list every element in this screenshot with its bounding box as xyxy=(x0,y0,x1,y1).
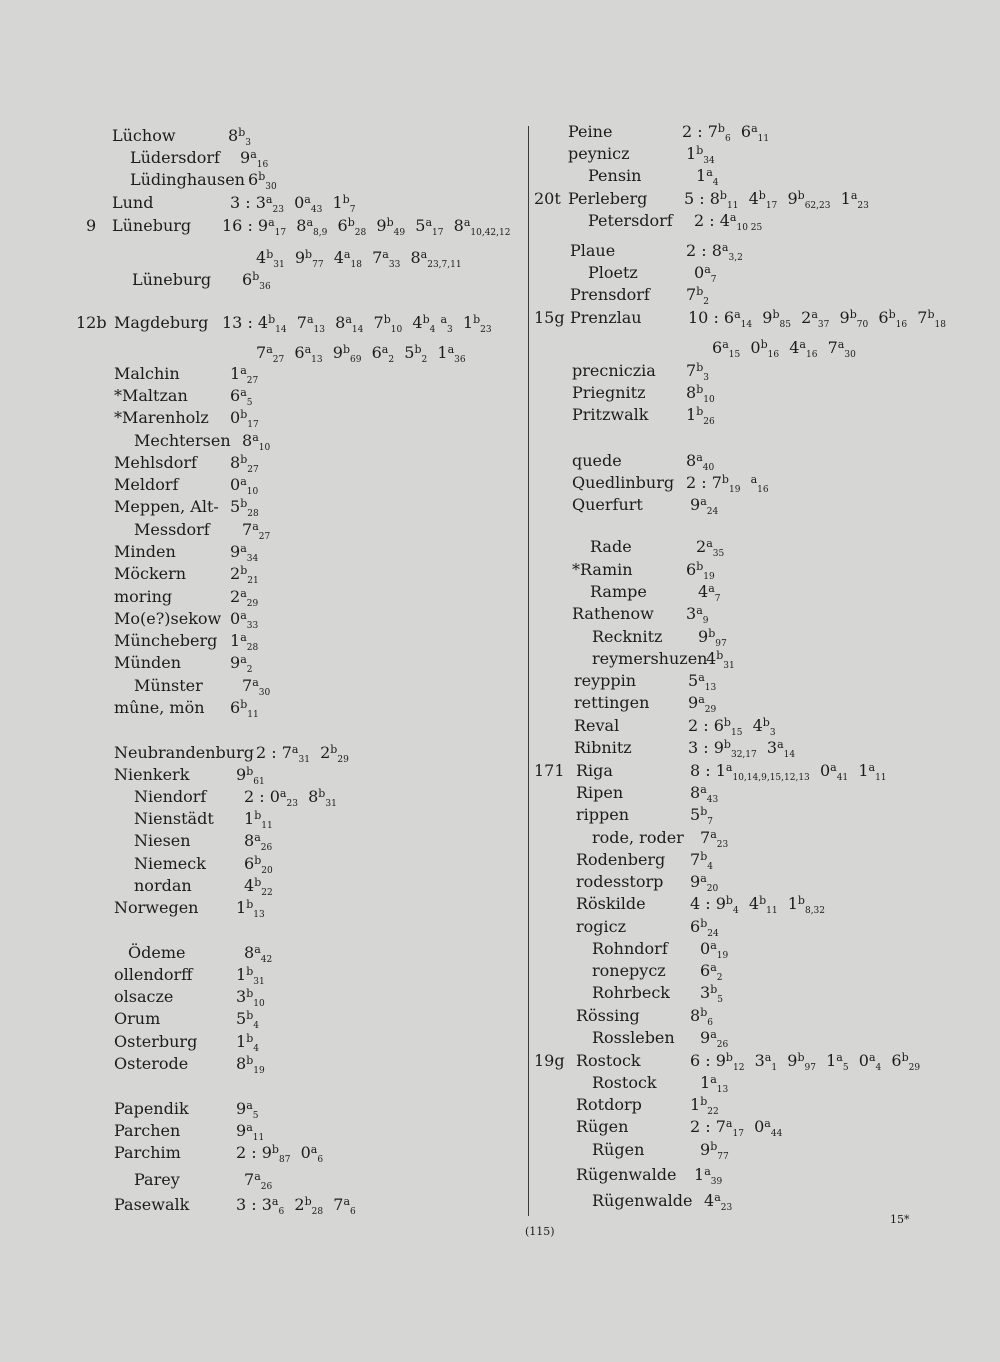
place-name: *Ramin xyxy=(572,560,633,579)
entry-references: $9^a_{26}$ xyxy=(700,1028,729,1050)
place-name: Osterode xyxy=(114,1054,189,1073)
place-name: Münster xyxy=(134,676,203,695)
entry-references: 3 : $9^b_{32,17}$ $3^a_{14}$ xyxy=(688,738,796,760)
entry-references: $7^b_3$ xyxy=(686,361,709,383)
entry-references: $6^a_{15}$ $0^b_{16}$ $4^a_{16}$ $7^a_{30}$ xyxy=(712,338,856,360)
place-name: rippen xyxy=(576,805,630,824)
entry-references: $2^a_{35}$ xyxy=(696,537,725,559)
entry-references: $8^b_3$ xyxy=(228,126,251,148)
entry-references: $4^a_{23}$ xyxy=(704,1191,733,1213)
entry-references: $6^b_{11}$ xyxy=(230,698,259,720)
place-name: Rathenow xyxy=(572,604,654,623)
entry-references: $1^a_{28}$ xyxy=(230,631,259,653)
place-name: Riga xyxy=(576,761,613,780)
place-name: Neubrandenburg xyxy=(114,743,254,762)
entry-number: 20t xyxy=(534,189,561,208)
entry-references: $1^b_{11}$ xyxy=(244,809,273,831)
place-name: mûne, mön xyxy=(114,698,205,717)
entry-references: $9^a_{20}$ xyxy=(690,872,719,894)
place-name: Rostock xyxy=(576,1051,641,1070)
entry-references: $9^a_{16}$ xyxy=(240,148,269,170)
entry-number: 15g xyxy=(534,308,565,327)
place-name: *Maltzan xyxy=(114,386,188,405)
place-name: Rossleben xyxy=(592,1028,675,1047)
entry-references: $1^b_{31}$ xyxy=(236,965,265,987)
entry-references: $7^a_{27}$ xyxy=(242,520,271,542)
entry-references: $1^a_{39}$ xyxy=(694,1165,723,1187)
entry-references: $3^b_{10}$ xyxy=(236,987,265,1009)
place-name: olsacze xyxy=(114,987,174,1006)
place-name: Messdorf xyxy=(134,520,210,539)
place-name: Quedlinburg xyxy=(572,473,675,492)
place-name: Ödeme xyxy=(128,943,186,962)
place-name: ollendorff xyxy=(114,965,193,984)
place-name: Niesen xyxy=(134,831,191,850)
entry-references: $9^a_{24}$ xyxy=(690,495,719,517)
entry-references: $0^a_{33}$ xyxy=(230,609,259,631)
entry-references: 16 : $9^a_{17}$ $8^a_{8,9}$ $6^b_{28}$ $9^b_{49}$ $5^a_{17}$ $8^a_{10,42,12}$ xyxy=(222,216,511,238)
sheet-signature: 15* xyxy=(890,1213,910,1226)
entry-references: $8^a_{10}$ xyxy=(242,431,271,453)
place-name: Ripen xyxy=(576,783,624,802)
place-name: Recknitz xyxy=(592,627,663,646)
place-name: Rohndorf xyxy=(592,939,668,958)
place-name: Nienkerk xyxy=(114,765,190,784)
place-name: Orum xyxy=(114,1009,161,1028)
entry-references: $8^b_{19}$ xyxy=(236,1054,265,1076)
place-name: Möckern xyxy=(114,564,187,583)
entry-references: $0^a_{10}$ xyxy=(230,475,259,497)
entry-references: $8^a_{40}$ xyxy=(686,451,715,473)
entry-references: $5^a_{13}$ xyxy=(688,671,717,693)
place-name: Rodenberg xyxy=(576,850,666,869)
entry-references: $1^b_4$ xyxy=(236,1032,259,1054)
entry-references: $3^b_5$ xyxy=(700,983,723,1005)
place-name: Lüchow xyxy=(112,126,176,145)
entry-references: 2 : $7^a_{17}$ $0^a_{44}$ xyxy=(690,1117,783,1139)
entry-references: $8^b_{10}$ xyxy=(686,383,715,405)
entry-references: $1^a_{27}$ xyxy=(230,364,259,386)
entry-references: $9^b_{97}$ xyxy=(698,627,727,649)
entry-references: $5^b_4$ xyxy=(236,1009,259,1031)
place-name: Mehlsdorf xyxy=(114,453,197,472)
place-name: Pensin xyxy=(588,166,642,185)
entry-references: $9^a_2$ xyxy=(230,653,253,675)
entry-references: $0^a_{19}$ xyxy=(700,939,729,961)
entry-references: $0^a_7$ xyxy=(694,263,717,285)
place-name: Meldorf xyxy=(114,475,179,494)
place-name: peynicz xyxy=(568,144,630,163)
entry-references: $2^a_{29}$ xyxy=(230,587,259,609)
place-name: Querfurt xyxy=(572,495,643,514)
place-name: Pasewalk xyxy=(114,1195,190,1214)
entry-references: $9^a_{29}$ xyxy=(688,693,717,715)
place-name: rode, roder xyxy=(592,828,684,847)
entry-references: $1^b_{34}$ xyxy=(686,144,715,166)
entry-references: 2 : $4^a_{10 25}$ xyxy=(694,211,763,233)
place-name: Perleberg xyxy=(568,189,648,208)
entry-references: $4^b_{22}$ xyxy=(244,876,273,898)
entry-references: $1^b_{22}$ xyxy=(690,1095,719,1117)
entry-references: $1^b_{26}$ xyxy=(686,405,715,427)
place-name: Rotdorp xyxy=(576,1095,642,1114)
place-name: Meppen, Alt- xyxy=(114,497,219,516)
place-name: Parey xyxy=(134,1170,180,1189)
place-name: Müncheberg xyxy=(114,631,218,650)
place-name: Rössing xyxy=(576,1006,640,1025)
place-name: Parchim xyxy=(114,1143,181,1162)
place-name: Parchen xyxy=(114,1121,181,1140)
entry-references: $9^a_5$ xyxy=(236,1099,259,1121)
place-name: Nienstädt xyxy=(134,809,214,828)
entry-references: $2^b_{21}$ xyxy=(230,564,259,586)
place-name: Ribnitz xyxy=(574,738,632,757)
entry-references: $7^a_{23}$ xyxy=(700,828,729,850)
entry-references: 3 : $3^a_{23}$ $0^a_{43}$ $1^b_7$ xyxy=(230,193,356,215)
place-name: Rampe xyxy=(590,582,647,601)
place-name: Niemeck xyxy=(134,854,206,873)
place-name: nordan xyxy=(134,876,192,895)
place-name: Priegnitz xyxy=(572,383,646,402)
place-name: Lüdersdorf xyxy=(130,148,220,167)
entry-references: 2 : $9^b_{87}$ $0^a_6$ xyxy=(236,1143,324,1165)
page-number: (115) xyxy=(525,1225,555,1238)
place-name: Rügenwalde xyxy=(592,1191,693,1210)
place-name: Peine xyxy=(568,122,613,141)
place-name: Rohrbeck xyxy=(592,983,670,1002)
entry-references: $6^a_2$ xyxy=(700,961,723,983)
place-name: reymershuzen xyxy=(592,649,708,668)
place-name: Rostock xyxy=(592,1073,657,1092)
place-name: Norwegen xyxy=(114,898,199,917)
place-name: ronepycz xyxy=(592,961,666,980)
entry-references: 4 : $9^b_4$ $4^b_{11}$ $1^b_{8,32}$ xyxy=(690,894,826,916)
entry-number: 9 xyxy=(86,216,97,235)
place-name: Osterburg xyxy=(114,1032,198,1051)
place-name: Magdeburg xyxy=(114,313,209,332)
place-name: rodesstorp xyxy=(576,872,664,891)
column-divider xyxy=(528,126,529,1216)
entry-number: 19g xyxy=(534,1051,565,1070)
entry-references: $3^a_9$ xyxy=(686,604,709,626)
entry-references: $7^a_{27}$ $6^a_{13}$ $9^b_{69}$ $6^a_2$ $5^b_2$ $1^a_{36}$ xyxy=(256,343,466,365)
entry-references: $9^a_{11}$ xyxy=(236,1121,265,1143)
entry-references: 2 : $7^b_6$ $6^a_{11}$ xyxy=(682,122,770,144)
place-name: Niendorf xyxy=(134,787,207,806)
place-name: quede xyxy=(572,451,622,470)
place-name: Lüneburg xyxy=(112,216,192,235)
place-name: Mo(e?)sekow xyxy=(114,609,222,628)
entry-references: $6^b_{20}$ xyxy=(244,854,273,876)
entry-references: $6^a_5$ xyxy=(230,386,253,408)
place-name: precniczia xyxy=(572,361,656,380)
place-name: Reval xyxy=(574,716,620,735)
place-name: Lüneburg xyxy=(132,270,212,289)
entry-references: 2 : $6^b_{15}$ $4^b_3$ xyxy=(688,716,776,738)
entry-references: $1^a_{13}$ xyxy=(700,1073,729,1095)
place-name: Röskilde xyxy=(576,894,646,913)
place-name: Mechtersen xyxy=(134,431,231,450)
entry-number: 12b xyxy=(76,313,107,332)
place-name: Rügen xyxy=(576,1117,629,1136)
entry-references: $9^b_{77}$ xyxy=(700,1140,729,1162)
entry-references: $6^b_{24}$ xyxy=(690,917,719,939)
entry-references: $1^a_4$ xyxy=(696,166,719,188)
entry-references: $9^a_{34}$ xyxy=(230,542,259,564)
entry-references: $8^a_{26}$ xyxy=(244,831,273,853)
place-name: Rade xyxy=(590,537,632,556)
entry-references: $4^b_{31}$ xyxy=(706,649,735,671)
entry-number: 171 xyxy=(534,761,565,780)
place-name: Münden xyxy=(114,653,182,672)
entry-references: 2 : $7^a_{31}$ $2^b_{29}$ xyxy=(256,743,349,765)
entry-references: $8^a_{43}$ xyxy=(690,783,719,805)
entry-references: 6 : $9^b_{12}$ $3^a_1$ $9^b_{97}$ $1^a_5$ $0^a_4$ $6^b_{29}$ xyxy=(690,1051,921,1073)
entry-references: $4^b_{31}$ $9^b_{77}$ $4^a_{18}$ $7^a_{33}$ $8^a_{23,7,11}$ xyxy=(256,248,462,270)
entry-references: $8^b_{27}$ xyxy=(230,453,259,475)
entry-references: 8 : $1^a_{10,14,9,15,12,13}$ $0^a_{41}$ $1^a_{11}$ xyxy=(690,761,887,783)
place-name: Petersdorf xyxy=(588,211,673,230)
place-name: Prenzlau xyxy=(570,308,642,327)
place-name: Ploetz xyxy=(588,263,638,282)
entry-references: $7^b_4$ xyxy=(690,850,713,872)
place-name: Plaue xyxy=(570,241,616,260)
entry-references: $0^b_{17}$ xyxy=(230,408,259,430)
place-name: Lüdinghausen xyxy=(130,170,245,189)
entry-references: 10 : $6^a_{14}$ $9^b_{85}$ $2^a_{37}$ $9^b_{70}$ $6^b_{16}$ $7^b_{18}$ xyxy=(688,308,946,330)
entry-references: 2 : $7^b_{19}$ $^a_{16}$ xyxy=(686,473,769,495)
entry-references: $7^a_{30}$ xyxy=(242,676,271,698)
entry-references: $6^b_{30}$ xyxy=(248,170,277,192)
entry-references: $1^b_{13}$ xyxy=(236,898,265,920)
entry-references: 3 : $3^a_6$ $2^b_{28}$ $7^a_6$ xyxy=(236,1195,356,1217)
place-name: rettingen xyxy=(574,693,650,712)
place-name: Rügenwalde xyxy=(576,1165,677,1184)
entry-references: 13 : $4^b_{14}$ $7^a_{13}$ $8^a_{14}$ $7^b_{10}$ $4^b_4$ $^a_3$ $1^b_{23}$ xyxy=(222,313,492,335)
entry-references: 2 : $8^a_{3,2}$ xyxy=(686,241,743,263)
place-name: Papendik xyxy=(114,1099,189,1118)
entry-references: $5^b_{28}$ xyxy=(230,497,259,519)
place-name: moring xyxy=(114,587,173,606)
entry-references: $4^a_7$ xyxy=(698,582,721,604)
entry-references: 5 : $8^b_{11}$ $4^b_{17}$ $9^b_{62,23}$ $1^a_{23}$ xyxy=(684,189,869,211)
place-name: Rügen xyxy=(592,1140,645,1159)
entry-references: $8^a_{42}$ xyxy=(244,943,273,965)
place-name: Malchin xyxy=(114,364,180,383)
place-name: rogicz xyxy=(576,917,627,936)
entry-references: $9^b_{61}$ xyxy=(236,765,265,787)
entry-references: $7^b_2$ xyxy=(686,285,709,307)
entry-references: $6^b_{36}$ xyxy=(242,270,271,292)
entry-references: 2 : $0^a_{23}$ $8^b_{31}$ xyxy=(244,787,337,809)
place-name: *Marenholz xyxy=(114,408,209,427)
entry-references: $7^a_{26}$ xyxy=(244,1170,273,1192)
entry-references: $6^b_{19}$ xyxy=(686,560,715,582)
place-name: Minden xyxy=(114,542,176,561)
place-name: Prensdorf xyxy=(570,285,650,304)
place-name: reyppin xyxy=(574,671,637,690)
place-name: Pritzwalk xyxy=(572,405,649,424)
entry-references: $5^b_7$ xyxy=(690,805,713,827)
entry-references: $8^b_6$ xyxy=(690,1006,713,1028)
place-name: Lund xyxy=(112,193,154,212)
